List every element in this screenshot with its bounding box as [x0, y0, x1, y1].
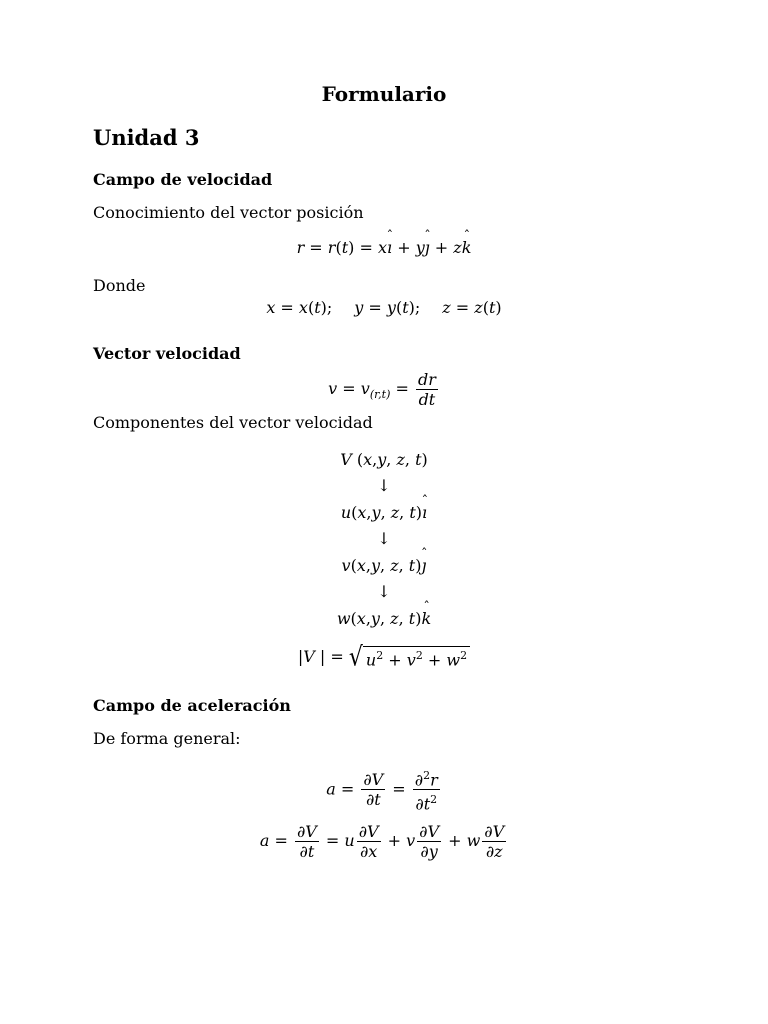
document-title: Formulario [321, 82, 447, 106]
paragraph-general-form: De forma general: [93, 729, 241, 748]
equation-velocity-function: V (x,y, z, t) [340, 450, 428, 469]
equation-velocity-magnitude: |V | = √ $u^2 + v^2 + w^2$ [0, 645, 768, 670]
paragraph-position-vector: Conocimiento del vector posición [93, 203, 364, 222]
section-heading-velocity-field: Campo de velocidad [93, 170, 273, 189]
section-heading-acceleration-field: Campo de aceleración [93, 696, 291, 715]
equation-coordinates: x = x(t); y = y(t); z = z(t) [266, 298, 502, 317]
equation-v-component: v(x,y, z, t)ȷ ˆ [0, 556, 768, 575]
section-heading-velocity-vector: Vector velocidad [93, 344, 241, 363]
unit-heading: Unidad 3 [93, 125, 200, 150]
equation-u-component: u(x,y, z, t)ı ˆ [0, 503, 768, 522]
arrow-down-icon: ↓ [377, 529, 391, 548]
paragraph-where: Donde [93, 276, 146, 295]
arrow-down-icon: ↓ [377, 582, 391, 601]
equation-acceleration-convective: a = $\frac{\partial V}{\partial t}$ = u $\frac{\partial V}{\partial x}$ + v $\frac{\partial V}{\partial y}$ + w $\frac{\partial V}{\partial z}$ [259, 822, 505, 861]
equation-velocity-vector: $v = v_{(r,t)}$ = $\frac{dr}{dt}$ [328, 370, 436, 409]
square-root-symbol: √ $u^2 + v^2 + w^2$ [349, 645, 470, 670]
paragraph-velocity-components: Componentes del vector velocidad [93, 413, 373, 432]
equation-acceleration-general: a = $\frac{\partial V}{\partial t}$ = $\frac{\partial^2r}{\partial t^2}$ [0, 766, 768, 814]
equation-position-vector: r = r(t) = xı ˆ + yȷ ˆ + zk ˆ [0, 238, 768, 257]
arrow-down-icon: ↓ [377, 476, 391, 495]
equation-w-component: w(x,y, z, t)k ˆ [0, 609, 768, 628]
